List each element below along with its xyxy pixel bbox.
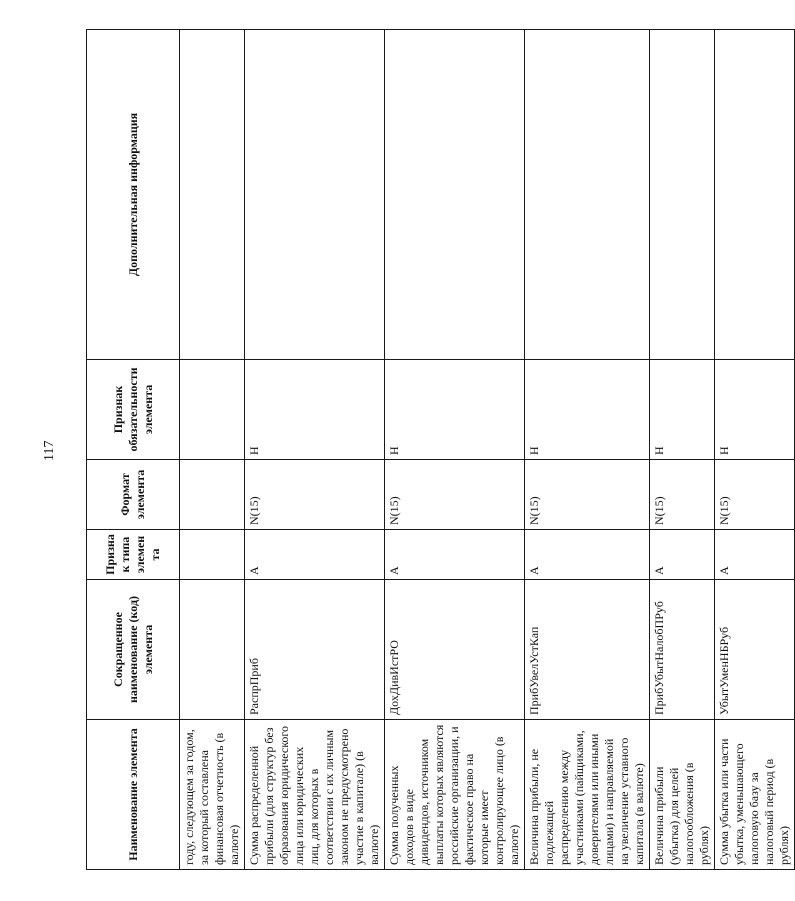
cell-type: А — [715, 530, 795, 580]
cell-code: ПрибУбытНалобПРуб — [650, 580, 715, 720]
cell-info — [245, 30, 385, 360]
table-row — [525, 30, 650, 870]
cell-format: N(15) — [385, 460, 525, 530]
element-spec-table — [86, 29, 795, 870]
table-row — [715, 30, 795, 870]
cell-name: Сумма убытка или части убытка, уменьшающего налоговую базу за налоговый период (в рублях) — [715, 720, 795, 870]
cell-info — [180, 30, 245, 360]
cell-type: А — [525, 530, 650, 580]
header-code: Сокращенное наименование (код) элемента — [87, 580, 180, 720]
page-number: 117 — [42, 440, 57, 461]
cell-info — [525, 30, 650, 360]
cell-code: РаспрПриб — [245, 580, 385, 720]
cell-name: Величина прибыли, не подлежащей распределению между участниками (пайщиками, доверителями или иными лицами) и направляемой на увеличение уставного капитала (в валюте) — [525, 720, 650, 870]
cell-code: ДохДивИстРО — [385, 580, 525, 720]
table-row — [650, 30, 715, 870]
cell-required: Н — [525, 360, 650, 460]
cell-format: N(15) — [650, 460, 715, 530]
table-row — [385, 30, 525, 870]
cell-format: N(15) — [525, 460, 650, 530]
cell-name: году, следующем за годом, за который составлена финансовая отчетность (в валюте) — [180, 720, 245, 870]
cell-type: А — [245, 530, 385, 580]
header-format: Формат элемента — [87, 460, 180, 530]
cell-code: ПрибУвелУстКап — [525, 580, 650, 720]
header-name: Наименование элемента — [87, 720, 180, 870]
cell-format: N(15) — [245, 460, 385, 530]
cell-required — [180, 360, 245, 460]
cell-required: Н — [715, 360, 795, 460]
cell-format — [180, 460, 245, 530]
cell-info — [385, 30, 525, 360]
cell-code — [180, 580, 245, 720]
cell-required: Н — [650, 360, 715, 460]
cell-info — [715, 30, 795, 360]
cell-required: Н — [245, 360, 385, 460]
table-row — [245, 30, 385, 870]
table-header-row — [87, 30, 180, 870]
cell-code: УбытУменНБРуб — [715, 580, 795, 720]
cell-type — [180, 530, 245, 580]
header-required: Признак обязательности элемента — [87, 360, 180, 460]
table-row — [180, 30, 245, 870]
cell-format: N(15) — [715, 460, 795, 530]
cell-required: Н — [385, 360, 525, 460]
rotated-table-wrapper — [86, 30, 791, 870]
cell-name: Величина прибыли (убытка) для целей налогообложения (в рублях) — [650, 720, 715, 870]
header-type: Признак типа элемента — [87, 530, 180, 580]
cell-type: А — [650, 530, 715, 580]
cell-name: Сумма полученных доходов в виде дивидендов, источником выплаты которых являются российские организации, и фактическое право на которые имеет контролирующее лицо (в валюте) — [385, 720, 525, 870]
cell-info — [650, 30, 715, 360]
header-info: Дополнительная информация — [87, 30, 180, 360]
cell-name: Сумма распределенной прибыли (для структур без образования юридического лица или юридических лиц, для которых в соответствии с их личным законом не предусмотрено участие в капитале) (в валюте) — [245, 720, 385, 870]
cell-type: А — [385, 530, 525, 580]
